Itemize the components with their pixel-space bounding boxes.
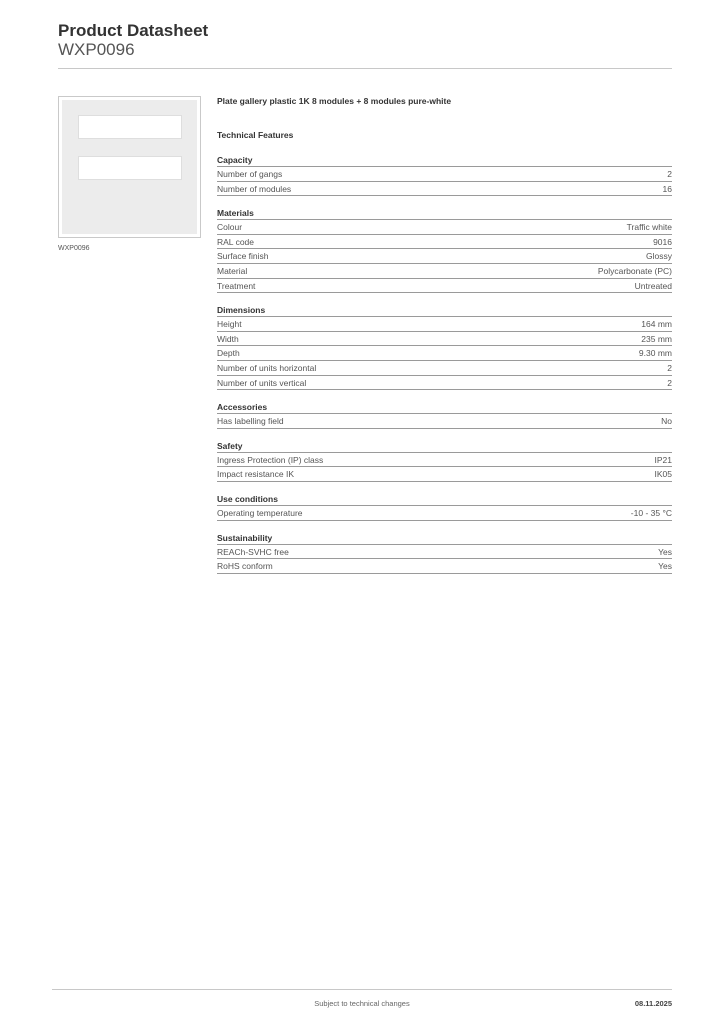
spec-label: Number of gangs	[217, 169, 283, 179]
spec-value: 9016	[653, 236, 672, 247]
spec-section	[217, 533, 672, 574]
module-opening-top	[78, 115, 182, 139]
spec-value: Glossy	[646, 251, 672, 262]
spec-value: Untreated	[634, 280, 672, 291]
spec-label: Number of units horizontal	[217, 362, 317, 373]
spec-row	[217, 279, 672, 294]
spec-sections	[217, 155, 672, 574]
spec-section	[217, 441, 672, 482]
spec-row	[217, 220, 672, 235]
spec-row	[217, 506, 672, 521]
spec-row	[217, 346, 672, 361]
spec-row	[217, 545, 672, 560]
spec-section	[217, 402, 672, 429]
spec-row	[217, 264, 672, 279]
module-opening-bottom	[78, 156, 182, 180]
section-title: Use conditions	[217, 494, 672, 506]
spec-row	[217, 414, 672, 429]
spec-label: Ingress Protection (IP) class	[217, 454, 324, 465]
spec-content	[217, 96, 672, 574]
spec-section	[217, 155, 672, 196]
spec-label: Width	[217, 333, 239, 344]
spec-label: Number of units vertical	[217, 377, 307, 388]
spec-label: RoHS conform	[217, 561, 273, 572]
spec-section	[217, 305, 672, 390]
spec-value: 2	[667, 169, 672, 179]
product-image	[58, 96, 201, 238]
section-title: Safety	[217, 441, 672, 453]
spec-label: REACh-SVHC free	[217, 546, 289, 557]
spec-label: Colour	[217, 222, 243, 233]
spec-value: 164 mm	[641, 319, 672, 330]
spec-value: IK05	[654, 469, 672, 480]
header-divider	[58, 68, 672, 69]
product-name: Plate gallery plastic 1K 8 modules + 8 modules pure-white	[217, 96, 452, 106]
technical-features-heading: Technical Features	[217, 130, 294, 140]
page-header	[58, 22, 672, 59]
spec-row	[217, 167, 672, 182]
spec-row	[217, 361, 672, 376]
cover-plate-illustration	[62, 100, 197, 234]
spec-row	[217, 376, 672, 391]
spec-label: Impact resistance IK	[217, 469, 295, 480]
spec-label: Has labelling field	[217, 416, 284, 427]
footer-date: 08.11.2025	[634, 999, 672, 1008]
spec-value: Polycarbonate (PC)	[597, 265, 672, 276]
spec-label: Height	[217, 319, 242, 330]
section-title: Dimensions	[217, 305, 672, 317]
spec-label: Depth	[217, 348, 240, 359]
spec-value: 9.30 mm	[638, 348, 672, 359]
spec-row	[217, 453, 672, 468]
spec-label: Operating temperature	[217, 507, 303, 518]
spec-section	[217, 208, 672, 293]
spec-label: Treatment	[217, 280, 256, 291]
spec-label: RAL code	[217, 236, 255, 247]
spec-value: Yes	[658, 561, 672, 572]
spec-row	[217, 249, 672, 264]
spec-label: Number of modules	[217, 183, 292, 194]
spec-row	[217, 467, 672, 482]
spec-value: 16	[662, 183, 672, 194]
spec-label: Material	[217, 265, 248, 276]
footer-divider	[52, 989, 672, 990]
spec-row	[217, 559, 672, 574]
spec-row	[217, 317, 672, 332]
section-title: Materials	[217, 208, 672, 220]
page-title: Product Datasheet	[58, 21, 209, 40]
section-title: Sustainability	[217, 533, 672, 545]
spec-value: 235 mm	[641, 333, 672, 344]
spec-value: IP21	[654, 454, 672, 465]
spec-value: 2	[667, 362, 672, 373]
image-caption: WXP0096	[58, 245, 90, 252]
spec-value: No	[661, 416, 672, 427]
spec-value: -10 - 35 °C	[630, 507, 672, 518]
spec-value: Traffic white	[626, 222, 672, 233]
spec-section	[217, 494, 672, 521]
spec-value: Yes	[658, 546, 672, 557]
section-title: Capacity	[217, 155, 672, 167]
footer-note: Subject to technical changes	[314, 999, 410, 1008]
spec-value: 2	[667, 377, 672, 388]
spec-row	[217, 182, 672, 197]
spec-row	[217, 235, 672, 250]
section-title: Accessories	[217, 402, 672, 414]
spec-label: Surface finish	[217, 251, 269, 262]
product-code: WXP0096	[58, 40, 135, 59]
spec-row	[217, 332, 672, 347]
